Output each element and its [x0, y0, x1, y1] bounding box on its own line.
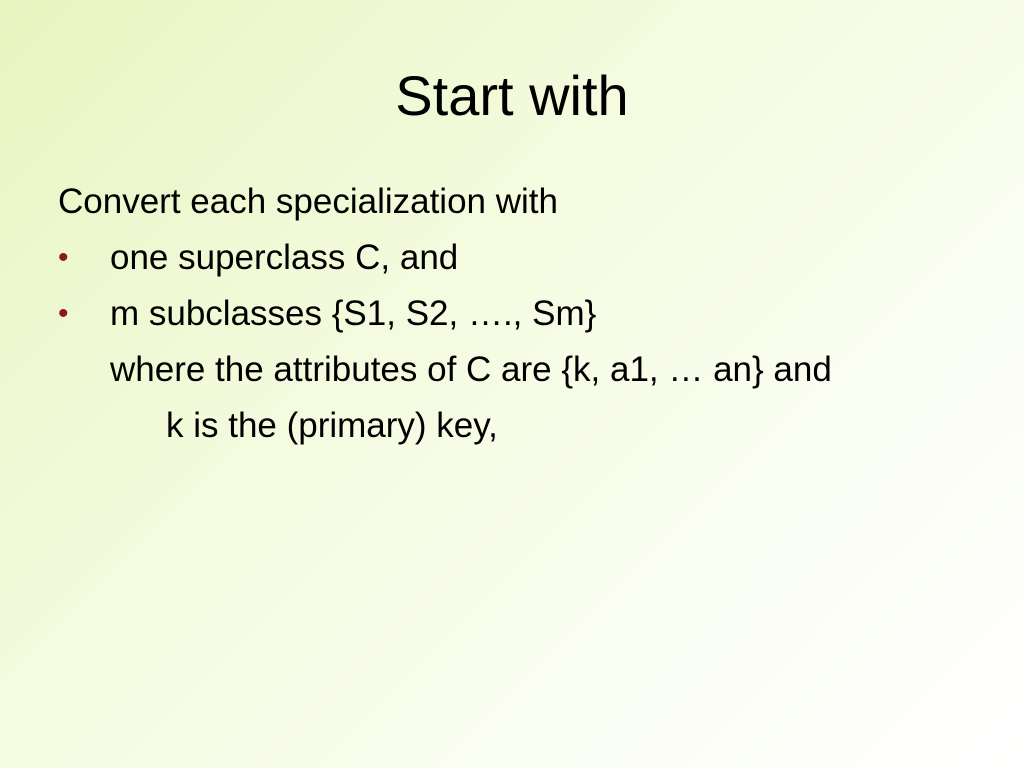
slide-body — [58, 176, 998, 456]
intro-line: Convert each specialization with — [58, 182, 558, 221]
bullet-item — [58, 288, 998, 344]
bullet-text: m subclasses {S1, S2, …., Sm} — [110, 294, 597, 333]
bullet-text: one superclass C, and — [110, 238, 459, 277]
bullet-icon: • — [58, 297, 69, 330]
continuation-line-2: k is the (primary) key, — [166, 406, 498, 445]
bullet-icon: • — [58, 241, 69, 274]
bullet-item — [58, 232, 998, 288]
slide-title: Start with — [395, 64, 629, 127]
continuation-line: where the attributes of C are {k, a1, … an} and — [110, 350, 832, 389]
